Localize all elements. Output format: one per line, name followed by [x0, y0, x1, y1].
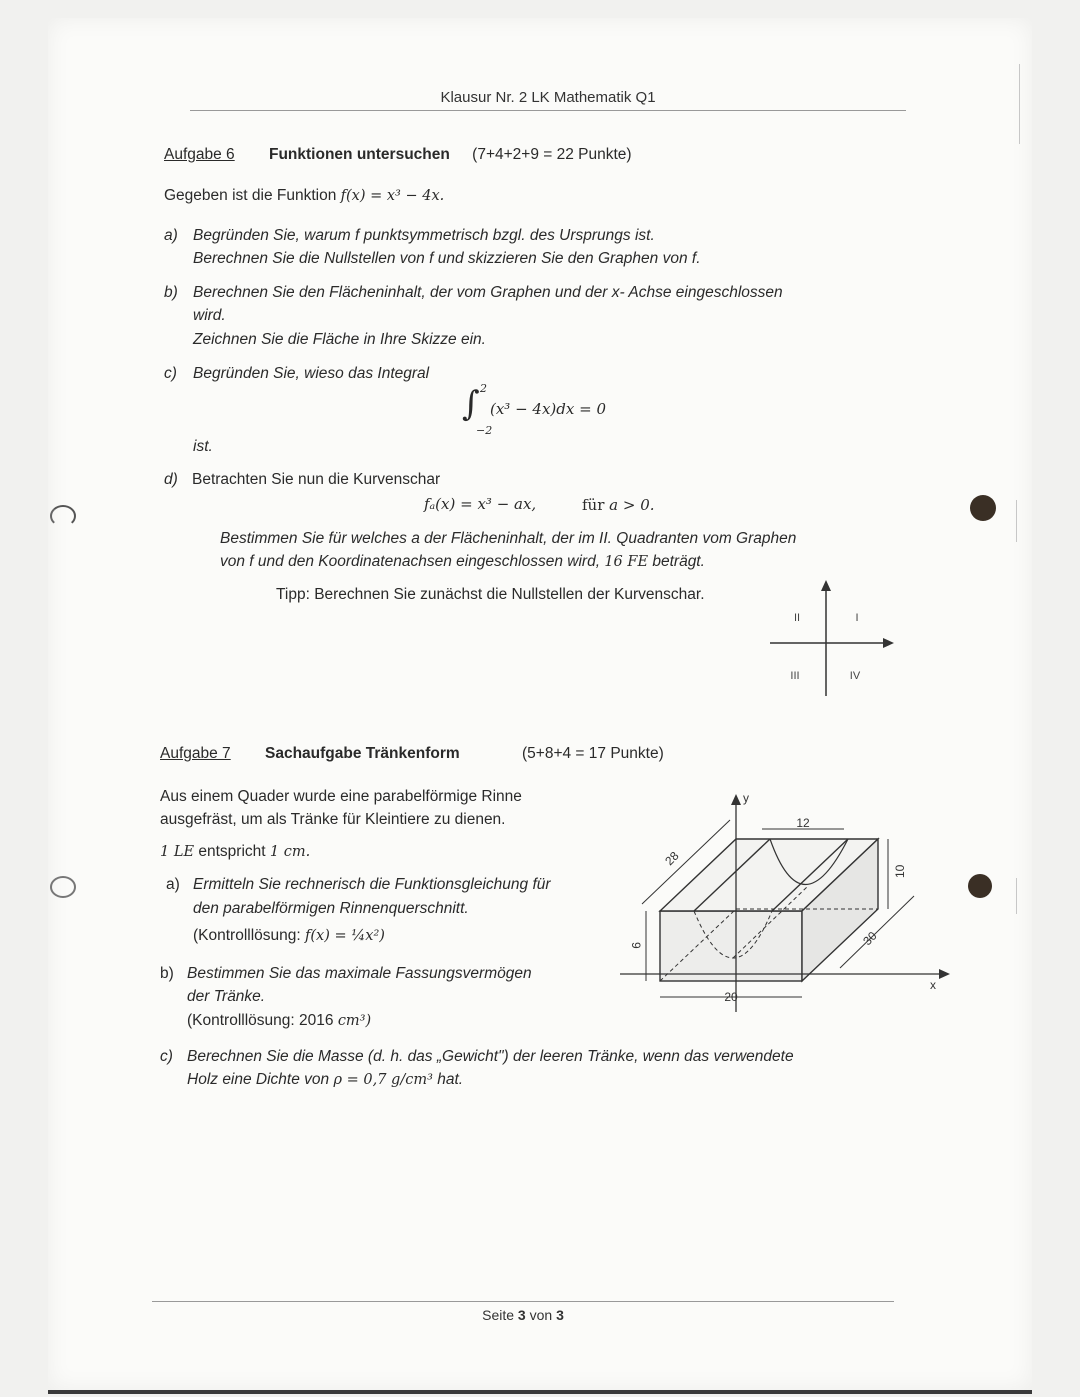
task7-a-letter: a) — [166, 876, 180, 893]
task7-unit-cm: 1 cm. — [269, 844, 311, 860]
task7-a-line2: den parabelförmigen Rinnenquerschnitt. — [193, 900, 469, 917]
task7-b-line2: der Tränke. — [187, 988, 266, 1005]
margin-mark — [1016, 500, 1017, 542]
task7-b-letter: b) — [160, 965, 174, 982]
task7-title: Sachaufgabe Tränkenform — [265, 745, 460, 762]
task6-a-line1: Begründen Sie, warum f punktsymmetrisch bzgl. des Ursprungs ist. — [193, 227, 655, 244]
quadrant-diagram — [760, 578, 900, 700]
dim-label-right-depth: 30 — [860, 928, 880, 949]
figure-y-label: y — [743, 791, 749, 805]
task7-points: (5+8+4 = 17 Punkte) — [521, 745, 664, 762]
header-rule — [190, 110, 906, 111]
task6-b-letter: b) — [164, 284, 178, 301]
task6-points: (7+4+2+9 = 22 Punkte) — [472, 146, 632, 163]
footer-mid: von — [529, 1307, 553, 1323]
integral-lower-bound: −2 — [476, 424, 493, 437]
task6-d-condition — [582, 496, 655, 514]
task6-d-condition-math: a > 0. — [609, 496, 655, 514]
figure-x-label: x — [930, 978, 936, 992]
trough-front-face — [660, 911, 802, 981]
task6-d-condition-text: für — [582, 496, 605, 514]
quadrant-label-ii: II — [793, 612, 801, 624]
task6-c-line2: ist. — [193, 438, 213, 455]
task6-a-line2: Berechnen Sie die Nullstellen von f und skizzieren Sie den Graphen von f. — [193, 250, 701, 267]
margin-mark — [1019, 64, 1020, 144]
task6-b-line3: Zeichnen Sie die Fläche in Ihre Skizze ein. — [193, 331, 486, 348]
quadrant-y-arrow-icon — [821, 580, 831, 591]
task6-tip: Tipp: Berechnen Sie zunächst die Nullstellen der Kurvenschar. — [276, 586, 705, 603]
dim-label-bottom: 20 — [724, 990, 738, 1004]
task6-d-line1: Betrachten Sie nun die Kurvenschar — [192, 471, 441, 488]
task7-c-line2-text: Holz eine Dichte von — [187, 1071, 330, 1088]
task7-intro-line2: ausgefräst, um als Tränke für Kleintiere zu dienen. — [160, 811, 506, 828]
dim-label-top: 12 — [796, 816, 810, 830]
task7-a-check-text: (Kontrolllösung: — [193, 927, 301, 944]
task6-d-family: fₐ(x) = x³ − ax, — [424, 495, 537, 513]
footer-rule — [152, 1301, 894, 1302]
trough-figure — [612, 780, 957, 1020]
task6-a-letter: a) — [164, 227, 178, 244]
task6-d-line3-math: 16 FE — [604, 554, 649, 570]
binder-mark-top — [970, 495, 996, 521]
task6-title: Funktionen untersuchen — [269, 146, 450, 163]
task7-unit-le: 1 LE — [160, 844, 195, 860]
punch-hole-top — [50, 505, 76, 527]
task7-b-check — [187, 1009, 371, 1033]
task7-c-line1: Berechnen Sie die Masse (d. h. das „Gewicht") der leeren Tränke, wenn das verwendete — [187, 1048, 794, 1065]
task7-a-line1: Ermitteln Sie rechnerisch die Funktionsgleichung für — [193, 876, 551, 893]
task6-label: Aufgabe 6 — [164, 146, 235, 163]
task7-c-line2 — [187, 1068, 463, 1092]
binder-mark-bottom — [968, 874, 992, 898]
dim-label-left-height: 9 — [629, 942, 643, 949]
task6-d-letter: d) — [164, 471, 178, 488]
task6-heading — [164, 143, 632, 166]
scan-edge — [48, 1390, 1032, 1394]
dim-label-depth: 28 — [662, 848, 682, 869]
integral-expression: (x³ − 4x)dx = 0 — [490, 400, 606, 418]
punch-hole-bottom — [50, 876, 76, 898]
quadrant-x-arrow-icon — [883, 638, 894, 648]
task7-a-check-math: f(x) = ¼x²) — [305, 928, 385, 944]
task7-b-check-text: (Kontrolllösung: 2016 — [187, 1012, 334, 1029]
page-footer — [152, 1307, 894, 1323]
task6-d-line3-text: von f und den Koordinatenachsen eingeschlossen wird, — [220, 553, 601, 570]
task7-unit — [160, 840, 310, 864]
task7-b-line1: Bestimmen Sie das maximale Fassungsvermögen — [187, 965, 532, 982]
task7-a-check — [193, 924, 385, 948]
task7-c-line2-end: hat. — [437, 1071, 464, 1088]
figure-x-arrow-icon — [939, 969, 950, 979]
dim-label-right-height: 10 — [893, 864, 907, 878]
task7-heading — [160, 742, 664, 765]
page-header-title: Klausur Nr. 2 LK Mathematik Q1 — [440, 89, 656, 106]
footer-total: 3 — [556, 1307, 564, 1323]
task7-unit-text: entspricht — [198, 843, 266, 860]
task6-intro — [164, 184, 444, 208]
quadrant-label-i: I — [855, 612, 859, 624]
footer-prefix: Seite — [482, 1307, 515, 1323]
task7-b-check-math: cm³) — [337, 1013, 372, 1029]
task6-intro-text: Gegeben ist die Funktion — [164, 187, 337, 204]
task6-d-line3-end: beträgt. — [652, 553, 705, 570]
task6-d-line2: Bestimmen Sie für welches a der Flächeninhalt, der im II. Quadranten vom Graphen — [220, 530, 797, 547]
figure-y-arrow-icon — [731, 794, 741, 805]
integral-upper-bound: 2 — [480, 382, 487, 395]
task6-c-letter: c) — [164, 365, 177, 382]
task6-c-line1: Begründen Sie, wieso das Integral — [193, 365, 430, 382]
quadrant-label-iii: III — [790, 670, 800, 682]
integral-sign: ∫ — [462, 384, 480, 424]
task6-function: f(x) = x³ − 4x. — [340, 188, 445, 204]
task7-intro-line1: Aus einem Quader wurde eine parabelförmige Rinne — [160, 788, 522, 805]
task6-b-line1: Berechnen Sie den Flächeninhalt, der vom Graphen und der x- Achse eingeschlossen — [193, 284, 783, 301]
task7-c-density: ρ = 0,7 g/cm³ — [333, 1072, 433, 1088]
task7-label: Aufgabe 7 — [160, 745, 231, 762]
quadrant-label-iv: IV — [849, 670, 861, 682]
footer-page: 3 — [517, 1307, 526, 1323]
margin-mark — [1016, 878, 1017, 914]
task6-d-line3 — [220, 550, 705, 574]
task6-b-line2: wird. — [193, 307, 226, 324]
task7-c-letter: c) — [160, 1048, 173, 1065]
